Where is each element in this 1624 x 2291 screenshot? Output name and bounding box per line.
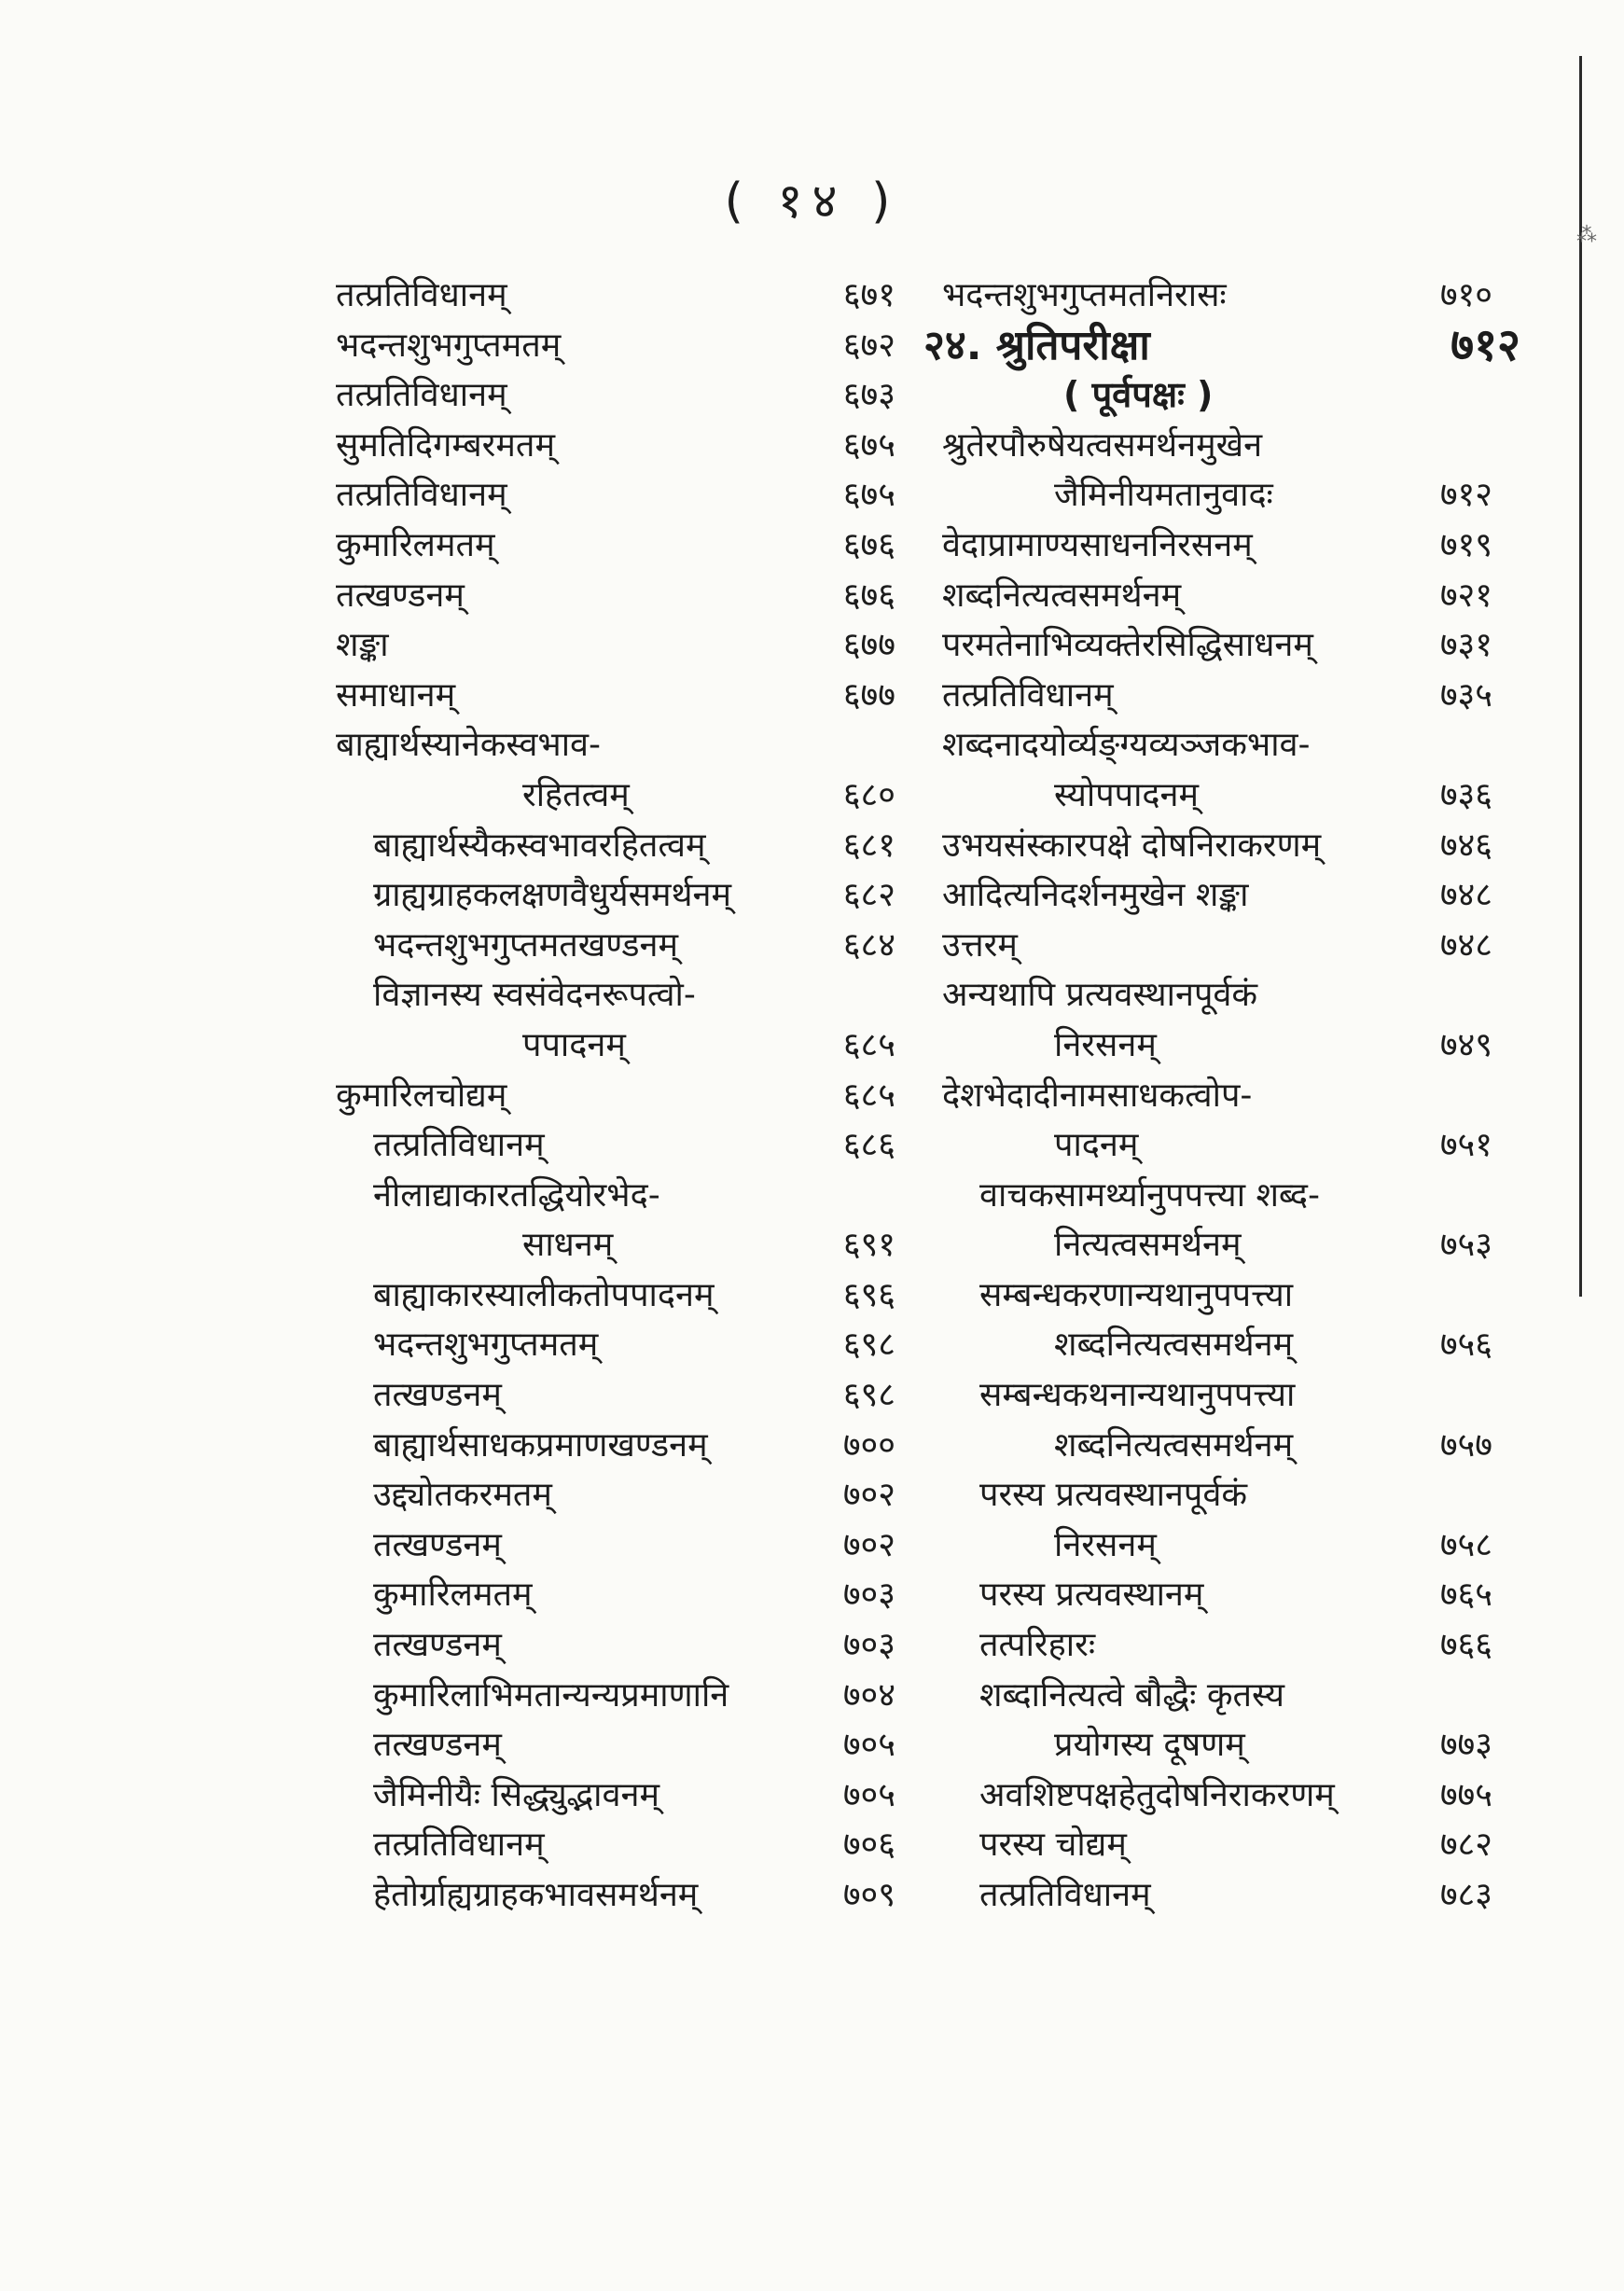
- toc-entry: [336, 1620, 933, 1671]
- toc-entry-title: सम्बन्धकथनान्यथानुपपत्त्या: [979, 1376, 1296, 1415]
- toc-entry: [942, 1470, 1530, 1520]
- toc-entry-page: ७६६: [1439, 1626, 1492, 1665]
- toc-entry-page: ७४६: [1439, 826, 1492, 865]
- toc-entry-title: बाह्यार्थसाधकप्रमाणखण्डनम्: [373, 1425, 708, 1465]
- toc-entry-title: अवशिष्टपक्षहेतुदोषनिराकरणम्: [979, 1775, 1335, 1814]
- toc-entry-page: ७५१: [1439, 1126, 1492, 1165]
- toc-entry-page: ७५८: [1439, 1525, 1492, 1564]
- toc-entry: [942, 1421, 1530, 1471]
- toc-entry-page: ७७३: [1439, 1726, 1492, 1765]
- toc-entry: [942, 1120, 1530, 1171]
- toc-entry-page: ७३६: [1439, 775, 1492, 814]
- toc-entry-page: ६८१: [842, 826, 895, 865]
- toc-entry: [942, 1770, 1530, 1821]
- toc-entry: [336, 1470, 933, 1520]
- toc-entry-title: स्योपपादनम्: [1054, 775, 1200, 814]
- toc-entry-page: ६७१: [842, 276, 895, 314]
- toc-entry-page: ६८५: [842, 1076, 895, 1115]
- toc-entry-title: परस्य प्रत्यवस्थानम्: [979, 1576, 1204, 1615]
- toc-entry-title: शब्दानित्यत्वे बौद्धैः कृतस्य: [979, 1675, 1284, 1715]
- toc-entry-title: निरसनम्: [1054, 1025, 1157, 1064]
- toc-entry: [336, 671, 933, 721]
- toc-entry-page: ७००: [842, 1425, 895, 1465]
- toc-entry-title: श्रुतेरपौरुषेयत्वसमर्थनमुखेन: [942, 425, 1263, 465]
- toc-entry-title: भदन्तशुभगुप्तमतम्: [373, 1326, 599, 1365]
- toc-entry-page: ७०६: [842, 1826, 895, 1865]
- toc-entry: [336, 1720, 933, 1770]
- toc-entry: [942, 470, 1530, 521]
- toc-entry-page: ७०२: [842, 1476, 895, 1515]
- toc-entry: [336, 271, 933, 321]
- toc-entry: [942, 1620, 1530, 1671]
- toc-entry-title: विज्ञानस्य स्वसंवेदनरूपत्वो-: [373, 976, 696, 1015]
- toc-entry-page: ७४९: [1439, 1025, 1492, 1064]
- toc-entry-title: उद्द्योतकरमतम्: [373, 1476, 552, 1515]
- toc-entry: [336, 870, 933, 921]
- toc-entry: [336, 1320, 933, 1370]
- toc-entry-page: ७८२: [1439, 1826, 1492, 1865]
- toc-entry: [942, 970, 1530, 1021]
- toc-entry-title: तत्प्रतिविधानम्: [336, 376, 507, 415]
- toc-entry: [336, 821, 933, 871]
- toc-entry-page: ६९८: [842, 1326, 895, 1365]
- toc-entry-title: बाह्याकारस्यालीकतोपपादनम्: [373, 1275, 715, 1314]
- toc-entry: [336, 321, 933, 371]
- toc-entry-page: ७८३: [1439, 1876, 1492, 1914]
- scan-speck: ⁂: [1576, 224, 1597, 247]
- toc-entry-title: भदन्तशुभगुप्तमतम्: [336, 326, 562, 365]
- toc-entry-page: ७२१: [1439, 576, 1492, 615]
- toc-entry: [942, 1270, 1530, 1321]
- toc-entry: [942, 1370, 1530, 1421]
- toc-entry: [942, 1720, 1530, 1770]
- toc-entry-page: ७०३: [842, 1626, 895, 1665]
- toc-entry: [942, 620, 1530, 671]
- toc-entry-page: ७०२: [842, 1525, 895, 1564]
- toc-entry: [942, 870, 1530, 921]
- toc-entry-title: निरसनम्: [1054, 1525, 1157, 1564]
- toc-right-column: [923, 271, 1530, 1921]
- toc-entry-title: शब्दनित्यत्वसमर्थनम्: [1054, 1425, 1294, 1465]
- toc-entry-title: पादनम्: [1054, 1126, 1139, 1165]
- toc-entry: [336, 1421, 933, 1471]
- toc-entry: [942, 521, 1530, 571]
- toc-entry-title: कुमारिलचोद्यम्: [336, 1076, 507, 1115]
- toc-entry-page: ७४८: [1439, 876, 1492, 915]
- toc-entry-page: ७५३: [1439, 1226, 1492, 1265]
- toc-entry-page: ६८५: [842, 1025, 895, 1064]
- toc-entry: [942, 571, 1530, 621]
- toc-entry-title: शङ्का: [336, 626, 389, 665]
- toc-entry-title: देशभेदादीनामसाधकत्वोप-: [942, 1076, 1253, 1115]
- toc-entry-title: तत्प्रतिविधानम्: [979, 1876, 1151, 1914]
- toc-entry: [336, 1220, 933, 1270]
- toc-entry: [336, 620, 933, 671]
- toc-entry: [942, 1570, 1530, 1620]
- toc-entry-title: तत्प्रतिविधानम्: [336, 276, 507, 314]
- toc-entry-page: ६९८: [842, 1376, 895, 1415]
- toc-entry-page: ७५६: [1439, 1326, 1492, 1365]
- toc-entry: [336, 1520, 933, 1571]
- toc-entry-page: ६८६: [842, 1126, 895, 1165]
- toc-entry: [336, 1820, 933, 1870]
- toc-entry-title: जैमिनीयमतानुवादः: [1054, 476, 1273, 515]
- toc-entry: [336, 1671, 933, 1721]
- toc-entry-title: भदन्तशुभगुप्तमतखण्डनम्: [373, 925, 679, 965]
- toc-entry-title: कुमारिलाभिमतान्यन्यप्रमाणानि: [373, 1675, 729, 1715]
- toc-entry-title: जैमिनीयैः सिद्ध्युद्भावनम्: [373, 1775, 660, 1814]
- toc-entry-title: साधनम्: [522, 1226, 614, 1265]
- toc-entry-title: तत्प्रतिविधानम्: [336, 476, 507, 515]
- toc-entry-page: ७४८: [1439, 925, 1492, 965]
- toc-entry: [336, 1021, 933, 1071]
- toc-entry-title: तत्परिहारः: [979, 1626, 1096, 1665]
- toc-entry-title: तत्प्रतिविधानम्: [942, 675, 1114, 715]
- toc-entry: [336, 771, 933, 821]
- toc-entry: [942, 771, 1530, 821]
- toc-entry-title: प्रयोगस्य दूषणम्: [1054, 1726, 1245, 1765]
- toc-entry-title: ( पूर्वपक्षः ): [1063, 374, 1214, 416]
- toc-entry: [942, 1071, 1530, 1121]
- toc-entry: [336, 970, 933, 1021]
- toc-entry: [336, 470, 933, 521]
- toc-entry-title: सम्बन्धकरणान्यथानुपपत्त्या: [979, 1275, 1294, 1314]
- toc-entry-page: ७३५: [1439, 675, 1492, 715]
- toc-entry-page: ७०३: [842, 1576, 895, 1615]
- toc-entry: [942, 1671, 1530, 1721]
- toc-entry-title: बाह्यार्थस्यानेकस्वभाव-: [336, 726, 602, 765]
- toc-entry-page: ७०५: [842, 1726, 895, 1765]
- toc-entry: [942, 1870, 1530, 1921]
- toc-entry-page: ६७६: [842, 525, 895, 564]
- toc-entry-title: २४. श्रुतिपरीक्षा: [923, 321, 1150, 369]
- toc-entry-title: शब्दनित्यत्वसमर्थनम्: [942, 576, 1182, 615]
- toc-entry: [336, 1870, 933, 1921]
- toc-entry: [336, 1171, 933, 1221]
- toc-entry: [942, 271, 1530, 321]
- toc-entry-title: परस्य चोद्यम्: [979, 1826, 1127, 1865]
- page-number: ( १४ ): [724, 174, 900, 229]
- toc-entry: [336, 1770, 933, 1821]
- toc-left-column: [336, 271, 933, 1921]
- toc-entry-title: भदन्तशुभगुप्तमतनिरासः: [942, 276, 1227, 314]
- toc-entry: [336, 921, 933, 971]
- toc-entry: [336, 1120, 933, 1171]
- toc-entry: [336, 521, 933, 571]
- toc-entry-title: उत्तरम्: [942, 925, 1018, 965]
- toc-entry: [942, 421, 1530, 471]
- toc-entry: [336, 571, 933, 621]
- toc-entry-page: ७५७: [1439, 1425, 1492, 1465]
- toc-entry-title: सुमतिदिगम्बरमतम्: [336, 425, 555, 465]
- toc-entry: [942, 671, 1530, 721]
- toc-entry-title: ग्राह्यग्राहकलक्षणवैधुर्यसमर्थनम्: [373, 876, 732, 915]
- toc-entry-title: समाधानम्: [336, 675, 456, 715]
- toc-entry-title: तत्खण्डनम्: [373, 1726, 502, 1765]
- toc-entry: [336, 1570, 933, 1620]
- toc-entry: [942, 1520, 1530, 1571]
- toc-entry-page: ७१९: [1439, 525, 1492, 564]
- toc-entry-page: ६९१: [842, 1226, 895, 1265]
- toc-entry-title: वाचकसामर्थ्यानुपपत्त्या शब्द-: [979, 1175, 1321, 1215]
- toc-entry-title: अन्यथापि प्रत्यवस्थानपूर्वकं: [942, 976, 1258, 1015]
- toc-entry-page: ६८०: [842, 775, 895, 814]
- toc-entry: [336, 1370, 933, 1421]
- toc-entry-page: ६९६: [842, 1275, 895, 1314]
- toc-entry-page: ६७६: [842, 576, 895, 615]
- toc-entry-page: ७७५: [1439, 1775, 1492, 1814]
- toc-entry-title: वेदाप्रामाण्यसाधननिरसनम्: [942, 525, 1253, 564]
- toc-entry-title: तत्खण्डनम्: [373, 1376, 502, 1415]
- toc-entry-page: ७०५: [842, 1775, 895, 1814]
- toc-entry: [942, 1171, 1530, 1221]
- toc-entry-title: तत्प्रतिविधानम्: [373, 1826, 545, 1865]
- toc-entry-page: ६८४: [842, 925, 895, 965]
- toc-entry-title: परमतेनाभिव्यक्तेरसिद्धिसाधनम्: [942, 626, 1313, 665]
- toc-entry-page: ६७३: [842, 376, 895, 415]
- toc-entry-title: तत्खण्डनम्: [373, 1626, 502, 1665]
- toc-entry-title: उभयसंस्कारपक्षे दोषनिराकरणम्: [942, 826, 1322, 865]
- toc-entry: [942, 720, 1530, 771]
- toc-entry-title: कुमारिलमतम्: [373, 1576, 533, 1615]
- toc-entry: [336, 370, 933, 421]
- toc-entry-page: ६७५: [842, 476, 895, 515]
- toc-entry: [336, 1071, 933, 1121]
- toc-entry-title: शब्दनादयोर्व्यङ्ग्यव्यञ्जकभाव-: [942, 726, 1311, 765]
- toc-entry-title: कुमारिलमतम्: [336, 525, 495, 564]
- toc-entry-page: ६७७: [842, 626, 895, 665]
- toc-entry: [942, 1021, 1530, 1071]
- toc-entry: [336, 1270, 933, 1321]
- toc-entry-page: ७०९: [842, 1876, 895, 1914]
- toc-entry-page: ६८२: [842, 876, 895, 915]
- toc-entry: [942, 1320, 1530, 1370]
- toc-entry: [942, 1820, 1530, 1870]
- toc-entry-title: तत्खण्डनम्: [373, 1525, 502, 1564]
- toc-entry-title: पपादनम्: [522, 1025, 626, 1064]
- toc-entry: [336, 421, 933, 471]
- toc-entry-page: ७१०: [1439, 276, 1492, 314]
- toc-entry-page: ६७५: [842, 425, 895, 465]
- toc-entry: [923, 318, 1530, 371]
- toc-entry-title: तत्प्रतिविधानम्: [373, 1126, 545, 1165]
- toc-entry-page: ७१२: [1439, 476, 1492, 515]
- toc-entry-title: रहितत्वम्: [522, 775, 630, 814]
- toc-entry: [942, 821, 1530, 871]
- toc-entry-title: शब्दनित्यत्वसमर्थनम्: [1054, 1326, 1294, 1365]
- toc-entry-page: ६७२: [842, 326, 895, 365]
- toc-entry-page: ७३१: [1439, 626, 1492, 665]
- toc-entry-title: नीलाद्याकारतद्धियोरभेद-: [373, 1175, 660, 1215]
- toc-entry-page: ७०४: [842, 1675, 895, 1715]
- toc-entry-page: ७६५: [1439, 1576, 1492, 1615]
- toc-entry-title: तत्खण्डनम्: [336, 576, 465, 615]
- toc-entry-title: परस्य प्रत्यवस्थानपूर्वकं: [979, 1476, 1248, 1515]
- toc-entry-page: ७१२: [1450, 318, 1520, 371]
- toc-entry: [942, 370, 1530, 421]
- toc-entry-title: बाह्यार्थस्यैकस्वभावरहितत्वम्: [373, 826, 706, 865]
- toc-entry: [942, 921, 1530, 971]
- toc-entry: [942, 1220, 1530, 1270]
- toc-entry-title: नित्यत्वसमर्थनम्: [1054, 1226, 1242, 1265]
- toc-entry-title: हेतोर्ग्राह्यग्राहकभावसमर्थनम्: [373, 1876, 699, 1914]
- toc-entry-page: ६७७: [842, 675, 895, 715]
- toc-entry-title: आदित्यनिदर्शनमुखेन शङ्का: [942, 876, 1249, 915]
- toc-entry: [336, 720, 933, 771]
